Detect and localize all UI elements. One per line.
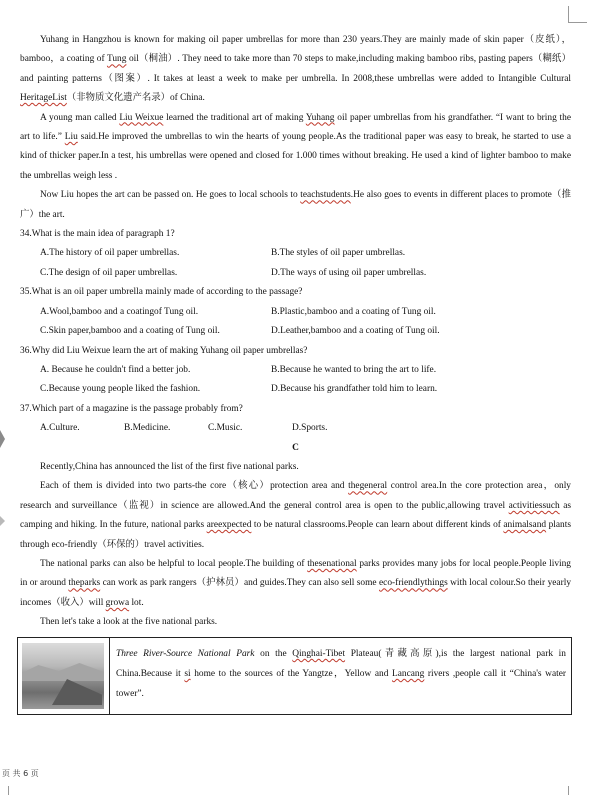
passage-c-paragraph-1: Recently,China has announced the list of the first five national parks. <box>40 461 299 472</box>
passage-c-paragraph-3: The national parks can also be helpful to local people.The building of thesenational parks provides many jobs for local people.People living in or around theparks can work as park rangers（护林员）and guides.They can also sell some eco-friendlythings with local colour.So their yearly incomes（收入）will growa lot. <box>20 558 572 608</box>
question-35-options-row-1 <box>20 303 571 322</box>
option-d[interactable]: D.Leather,bamboo and a coating of Tung oil. <box>271 326 440 337</box>
option-c[interactable]: C.The design of oil paper umbrellas. <box>40 267 178 278</box>
option-b[interactable]: B.Because he wanted to bring the art to life. <box>271 364 437 375</box>
option-d[interactable]: D.The ways of using oil paper umbrellas. <box>271 267 427 278</box>
passage-b-paragraph-1: Yuhang in Hangzhou is known for making oil paper umbrellas for more than 230 years.They are mainly made of skin paper（皮纸），bamboo，a coating of Tung oil（桐油）. They need to take more than 70 steps to make,including making bamboo ribs, pasting papers（糊纸）and painting patterns（图案）. It takes at least a week to make per umbrella. In 2008,these umbrellas were added to Intangible Cultural HeritageList（非物质文化遗产名录）of China. <box>20 35 571 104</box>
passage-b-paragraph-3: Now Liu hopes the art can be passed on. He goes to local schools to teachstudents.He also goes to events in different places to promote（推广）the art. <box>20 190 571 220</box>
option-b[interactable]: B.Medicine. <box>124 423 171 434</box>
option-c[interactable]: C.Skin paper,bamboo and a coating of Tung oil. <box>40 326 220 337</box>
question-37-stem: 37.Which part of a magazine is the passage probably from? <box>20 403 243 414</box>
option-a[interactable]: A.Wool,bamboo and a coatingof Tung oil. <box>40 306 199 317</box>
option-b[interactable]: B.Plastic,bamboo and a coating of Tung oil. <box>271 306 436 317</box>
passage-c-paragraph-4: Then let's take a look at the five national parks. <box>40 617 218 628</box>
option-c[interactable]: C.Music. <box>208 423 243 434</box>
question-37-options <box>20 419 571 438</box>
crop-mark <box>0 786 9 795</box>
section-heading: C <box>292 442 299 453</box>
park-info-table <box>17 637 572 715</box>
question-36-options-row-1 <box>20 361 571 380</box>
document-content <box>20 31 571 633</box>
option-c[interactable]: C.Because young people liked the fashion. <box>40 384 201 395</box>
passage-c-paragraph-2: Each of them is divided into two parts-the core（核心）protection area and thegeneral control area.In the core protection area，only research and surveillance（监视）in science are allowed.And the general control area is open to the public,allowing travel activitiessuch as camping and hiking. In the future, national parks areexpected to be natural classrooms.People can learn about different kinds of animalsand plants through eco-friendly（环保的）travel activities. <box>20 481 572 550</box>
side-scroll-handle[interactable] <box>0 430 5 448</box>
option-d[interactable]: D.Sports. <box>292 423 328 434</box>
park-photo <box>22 643 104 709</box>
photo-road <box>52 679 102 705</box>
question-36-options-row-2 <box>20 380 571 399</box>
option-b[interactable]: B.The styles of oil paper umbrellas. <box>271 248 406 259</box>
crop-mark <box>568 786 587 795</box>
park-photo-cell <box>18 638 110 714</box>
page-footer: 页 共 6 页 <box>2 769 39 778</box>
side-marker <box>0 516 5 526</box>
crop-mark <box>568 6 587 23</box>
passage-b-paragraph-2: A young man called Liu Weixue learned the traditional art of making Yuhang oil paper umbrellas from his grandfather. “I want to bring the art to life.” Liu said.He improved the umbrellas to win the hearts of young people.As the traditional paper was easy to break, he started to use a kind of thicker paper.In a test, his umbrellas were opened and closed for 1.000 times without breaking. He used a kind of lighter bamboo to make the umbrellas weigh less . <box>20 112 571 181</box>
option-a[interactable]: A. Because he couldn't find a better job. <box>40 364 191 375</box>
option-d[interactable]: D.Because his grandfather told him to learn. <box>271 384 438 395</box>
question-35-options-row-2 <box>20 322 571 341</box>
question-34-options-row-1 <box>20 244 571 263</box>
option-a[interactable]: A.Culture. <box>40 423 80 434</box>
question-34-options-row-2 <box>20 264 571 283</box>
park-description: Three River-Source National Park on the Qinghai-Tibet Plateau(青藏高原),is the largest national park in China.Because it si home to the sources of the Yangtze，Yellow and Lancang rivers ,people call it “China's water tower”. <box>116 649 566 699</box>
question-34-stem: 34.What is the main idea of paragraph 1? <box>20 229 175 240</box>
option-a[interactable]: A.The history of oil paper umbrellas. <box>40 248 180 259</box>
photo-hills <box>22 661 104 681</box>
question-35-stem: 35.What is an oil paper umbrella mainly made of according to the passage? <box>20 287 303 298</box>
question-36-stem: 36.Why did Liu Weixue learn the art of making Yuhang oil paper umbrellas? <box>20 345 308 356</box>
